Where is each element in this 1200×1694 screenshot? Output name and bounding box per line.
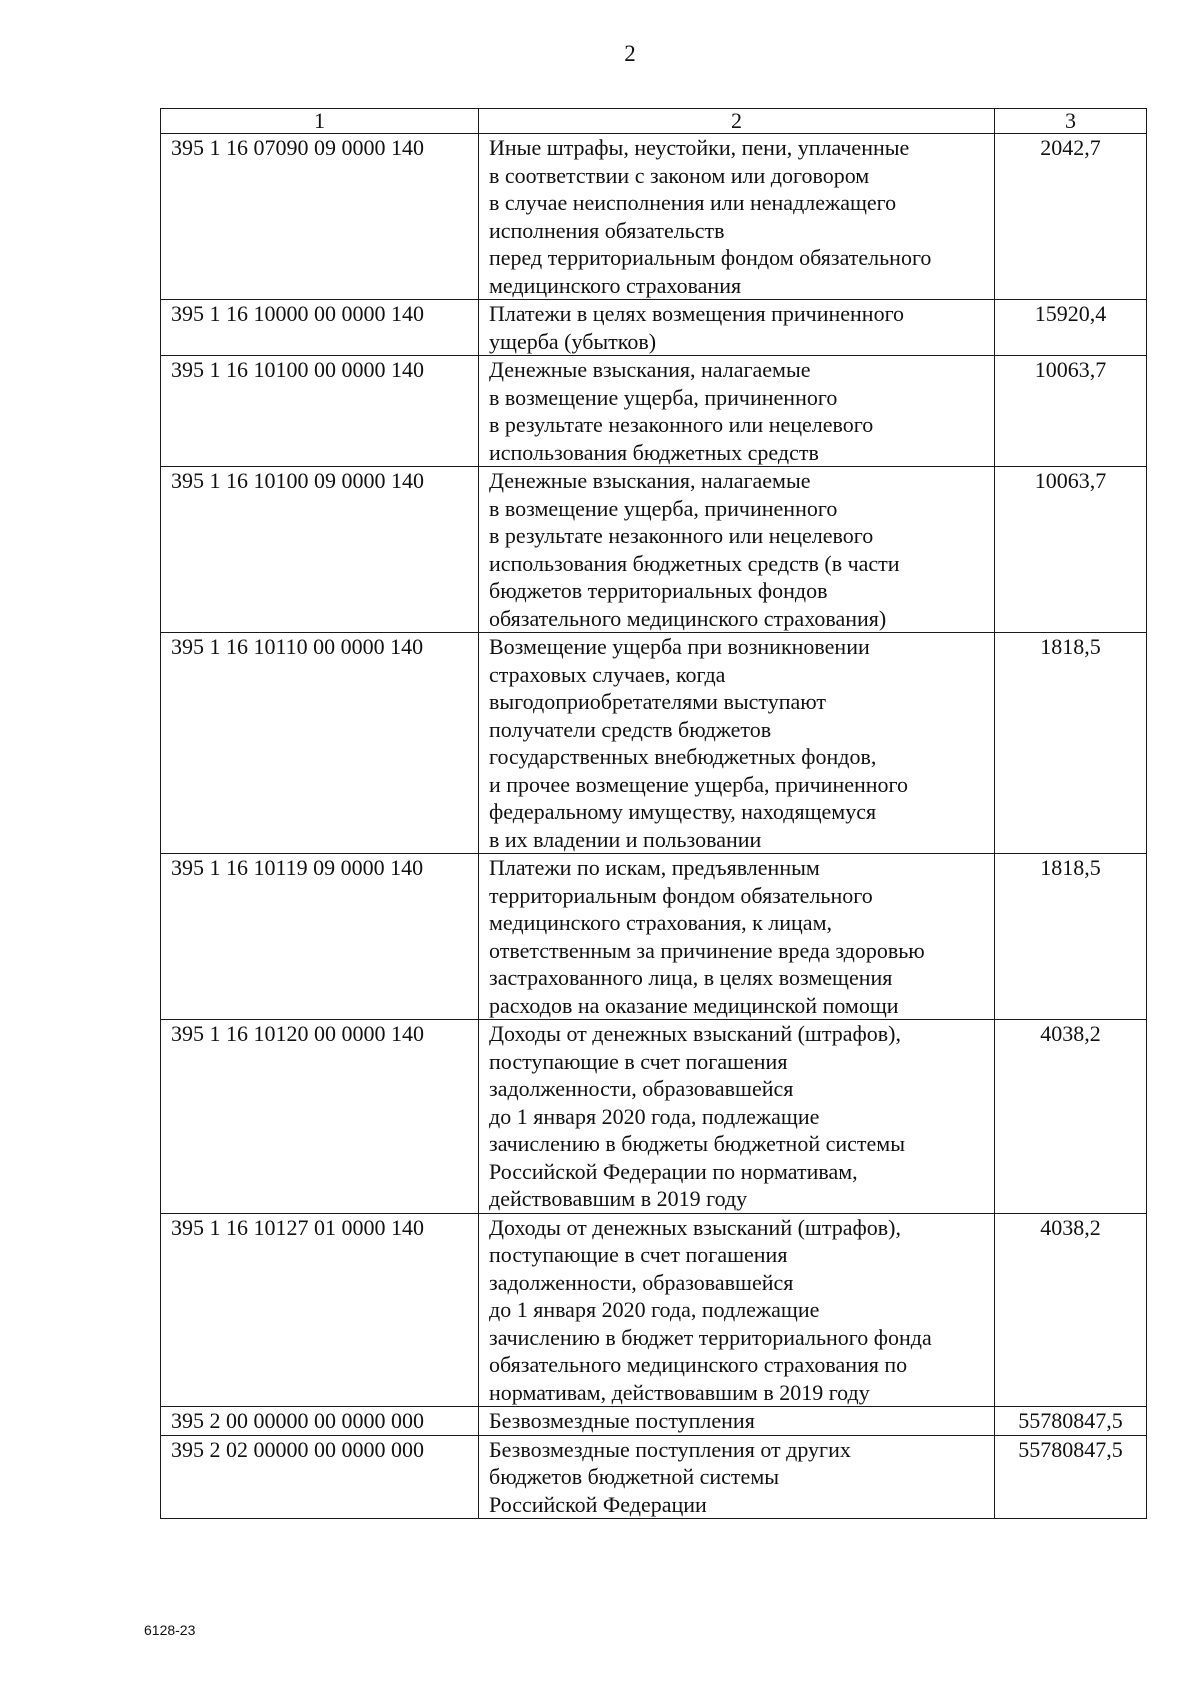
- budget-code: 395 1 16 10100 00 0000 140: [161, 356, 479, 467]
- budget-revenue-table: [160, 108, 1147, 1519]
- budget-code: 395 2 02 00000 00 0000 000: [161, 1435, 479, 1519]
- amount: 15920,4: [995, 300, 1147, 356]
- column-header-name: 2: [479, 109, 995, 134]
- revenue-name: Доходы от денежных взысканий (штрафов), поступающие в счет погашения задолженности, образовавшейся до 1 января 2020 года, подлежащие зачислению в бюджет территориального фонда обязательного медицинского страхования по нормативам, действовавшим в 2019 году: [479, 1213, 995, 1407]
- budget-code: 395 1 16 10120 00 0000 140: [161, 1020, 479, 1214]
- amount: 1818,5: [995, 633, 1147, 854]
- amount: 4038,2: [995, 1213, 1147, 1407]
- revenue-name: Доходы от денежных взысканий (штрафов), поступающие в счет погашения задолженности, образовавшейся до 1 января 2020 года, подлежащие зачислению в бюджеты бюджетной системы Российской Федерации по нормативам, действовавшим в 2019 году: [479, 1020, 995, 1214]
- table-header-row: [161, 109, 1147, 134]
- table-row: [161, 1213, 1147, 1407]
- budget-code: 395 1 16 10100 09 0000 140: [161, 467, 479, 633]
- amount: 10063,7: [995, 467, 1147, 633]
- table-row: [161, 467, 1147, 633]
- table-row: [161, 300, 1147, 356]
- revenue-name: Денежные взыскания, налагаемые в возмещение ущерба, причиненного в результате незаконного или нецелевого использования бюджетных средств: [479, 356, 995, 467]
- column-header-code: 1: [161, 109, 479, 134]
- amount: 55780847,5: [995, 1435, 1147, 1519]
- budget-code: 395 2 00 00000 00 0000 000: [161, 1407, 479, 1436]
- revenue-name: Платежи в целях возмещения причиненного ущерба (убытков): [479, 300, 995, 356]
- table-row: [161, 854, 1147, 1020]
- page-number: 2: [624, 41, 636, 66]
- amount: 55780847,5: [995, 1407, 1147, 1436]
- revenue-name: Платежи по искам, предъявленным территориальным фондом обязательного медицинского страхования, к лицам, ответственным за причинение вреда здоровью застрахованного лица, в целях возмещения расходов на оказание медицинской помощи: [479, 854, 995, 1020]
- revenue-name: Денежные взыскания, налагаемые в возмещение ущерба, причиненного в результате незаконного или нецелевого использования бюджетных средств (в части бюджетов территориальных фондов обязательного медицинского страхования): [479, 467, 995, 633]
- budget-code: 395 1 16 10110 00 0000 140: [161, 633, 479, 854]
- revenue-name: Безвозмездные поступления от других бюджетов бюджетной системы Российской Федерации: [479, 1435, 995, 1519]
- budget-code: 395 1 16 10119 09 0000 140: [161, 854, 479, 1020]
- amount: 1818,5: [995, 854, 1147, 1020]
- table-row: [161, 1435, 1147, 1519]
- table-row: [161, 1407, 1147, 1436]
- budget-code: 395 1 16 07090 09 0000 140: [161, 134, 479, 300]
- budget-code: 395 1 16 10000 00 0000 140: [161, 300, 479, 356]
- document-number: 6128-23: [144, 1622, 196, 1638]
- table-row: [161, 1020, 1147, 1214]
- revenue-name: Иные штрафы, неустойки, пени, уплаченные в соответствии с законом или договором в случае неисполнения или ненадлежащего исполнения обязательств перед территориальным фондом обязательного медицинского страхования: [479, 134, 995, 300]
- table-row: [161, 134, 1147, 300]
- amount: 10063,7: [995, 356, 1147, 467]
- table-row: [161, 633, 1147, 854]
- revenue-name: Безвозмездные поступления: [479, 1407, 995, 1436]
- budget-code: 395 1 16 10127 01 0000 140: [161, 1213, 479, 1407]
- table-row: [161, 356, 1147, 467]
- revenue-name: Возмещение ущерба при возникновении страховых случаев, когда выгодоприобретателями выступают получатели средств бюджетов государственных внебюджетных фондов, и прочее возмещение ущерба, причиненного федеральному имуществу, находящемуся в их владении и пользовании: [479, 633, 995, 854]
- column-header-amount: 3: [995, 109, 1147, 134]
- amount: 4038,2: [995, 1020, 1147, 1214]
- amount: 2042,7: [995, 134, 1147, 300]
